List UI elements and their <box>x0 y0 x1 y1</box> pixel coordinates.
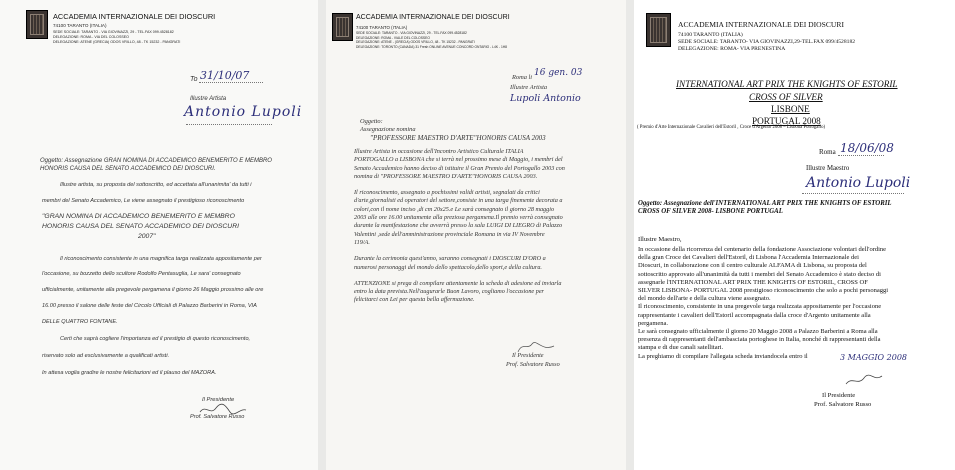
org-header-lines: SEDE SOCIALE: TARANTO - VIA GIOVINAZZI, 29 - TEL.FAX 099.4528182 DELEGAZIONE: ROMA - VIALE DEL COLOSSEO DELEGAZIONE: ATENE - (GRECIA) ODOS VRILLO, 48 - TK 15232 - PANGRATI DELEGAZIONE: TORONTO (CANADA) 31 Fresh ONLINE AVENUE CONCORD ONTARIO - L4K - 1H8 <box>356 31 508 49</box>
body-line: DELLE QUATTRO FONTANE. <box>42 319 118 325</box>
salutation: Illustre Maestro, <box>638 236 682 243</box>
subject-title: "PROFESSORE MAESTRO D'ARTE"HONORIS CAUSA 2003 <box>370 134 546 142</box>
sign-name: Prof. Salvatore Russo <box>814 401 872 408</box>
subject-line: Assegnazione nomina <box>360 126 416 133</box>
handwritten-deadline: 3 MAGGIO 2008 <box>840 353 908 362</box>
page-gap <box>626 0 634 470</box>
letter-page-3 <box>634 0 955 470</box>
letter-page-1 <box>0 0 318 470</box>
dioscuri-logo-icon <box>646 13 671 47</box>
name-line <box>186 124 272 125</box>
org-title: ACCADEMIA INTERNAZIONALE DEI DIOSCURI <box>678 20 844 29</box>
letter-body: Illustre Artista in occasione dell'Incontro Artistico Culturale ITALIA PORTOGALLO a LISBONA che si terrà nel prossimo mese di Maggio, i membri del Senato Accademico hanno deciso di istituire il Gran Premio del Portogallo 2003 con nomina di "PROFESSORE MAESTRO D'ARTE"HONORIS CAUSA 2003. Il riconoscimento, assegnato a pochissimi validi artisti, segnalati da critici d'arte,giornalisti ed operatori del settore,consiste in una targa finemente decorata a colori,con il nome inciso ,di cm 20x25.e Le sarà consegnato il giorno 28 maggio 2003 alle ore 16.00 unitamente alla preziosa pergamena.Il premio verrà consegnato durante la manifestazione che avverrà presso la sala LUIGI DI LIEGRO di Palazzo Valentini ,sede dell'amministrazione provinciale Romana in via IV Novembre 119/A. Durante la cerimonia quest'anno, saranno consegnati i DIOSCURI D'ORO a numerosi personaggi del mondo dello spettacolo,dello sport,e della cultura. ATTENZIONE si prega di compilare attentamente la scheda di adesione ed inviarla entro la data prevista.Nell'augurarle Buon Lavoro, cogliamo l'occasione per felicitarci con Lei per questa bella affermazione. <box>354 148 565 304</box>
prize-title-line: LISBONE <box>771 104 810 114</box>
org-title: ACCADEMIA INTERNAZIONALE DEI DIOSCURI <box>53 12 216 21</box>
prize-title-line: CROSS OF SILVER <box>749 92 823 102</box>
subject: Oggetto: Assegnazione dell'INTERNATIONAL ART PRIX THE KNIGHTS OF ESTORIL CROSS OF SILVER 2008- LISBONE PORTUGAL <box>638 200 892 215</box>
handwritten-date: 31/10/07 <box>200 69 250 82</box>
recipient-label: Illustre Maestro <box>806 165 850 172</box>
body-line: In attesa voglia gradire le nostre felicitazioni ed il plauso del MAZORA. <box>42 370 217 376</box>
org-header-lines: SEDE SOCIALE: TARANTO - VIA GIOVINAZZI, 29 - TEL.FAX 099.4528182 DELEGAZIONE: ROMA - VIA DEL COLOSSEO DELEGAZIONE: ATENE (GRECIA) ODOS VRILLO, 48 - TK 15232 - PANGRATI <box>53 30 181 44</box>
prize-title-line: INTERNATIONAL ART PRIX THE KNIGHTS OF ESTORIL <box>676 79 898 89</box>
body-line: Illustre artista, su proposta del sottoscritto, ed accettata all'unanimita' da tutti i <box>60 182 252 188</box>
body-line: ufficialmente, unitamente alla pregevole pergamena il giorno 26 Maggio prossimo alle ore <box>42 287 264 293</box>
signature-icon <box>844 372 884 388</box>
recipient-label: Illustre Artista <box>510 84 548 91</box>
name-line <box>802 193 904 194</box>
org-city: 74100 TARANTO (ITALIA) <box>356 25 408 30</box>
letter-page-2 <box>326 0 626 470</box>
prize-title-line: PORTUGAL 2008 <box>752 116 821 126</box>
sign-name: Prof. Salvatore Russo <box>190 414 245 420</box>
signature-icon <box>516 340 556 354</box>
subject: Oggetto: Assegnazione GRAN NOMINA DI ACCADEMICO BENEMERITO E MEMBRO HONORIS CAUSA DEL SENATO ACCADEMICO DEI DIOSCURI. <box>40 158 272 172</box>
to-prefix: To <box>190 76 198 83</box>
date-line <box>199 82 263 83</box>
sign-name: Prof. Salvatore Russo <box>506 361 560 368</box>
handwritten-recipient-name: Antonio Lupoli <box>184 104 303 120</box>
body-line: Il riconoscimento consistente in una magnifica targa realizzata appositamente per <box>60 256 262 262</box>
body-line: membri del Senato Accademico, Le viene assegnato il prestigioso riconoscimento <box>42 198 245 204</box>
sign-title: Il Presidente <box>202 397 235 403</box>
date-line <box>838 155 884 156</box>
sign-title: Il Presidente <box>822 392 856 399</box>
letter-body: In occasione della ricorrenza del centenario della fondazione Associazione volontari dell'ordine della gran Croce dei Cavalieri dell'Estoril, di Lisbona l'Accademia Internazionale dei Dioscuri, in collaborazione con il centro culturale ALFAMA di Lisbona, su proposta del sottoscritto approvato all'unanimità da tutti i membri del Senato Accademico è stato deciso di assegnarle l'INTERNATIONAL ART PRIX THE KNIGHTS OF ESTORIL, CROSS OF SILVER LISBONA- PORTUGAL 2008 prestigioso riconoscimento che solo a pochi personaggi del mondo dell'arte e della cultura viene assegnato. Il riconoscimento, consistente in una pregevole targa realizzata appositamente per l'occasione rappresentante i cavalieri dell'Estoril accompagnata dalla croce d'Argento unitamente alla pergamena. Le sarà consegnato ufficialmente il giorno 20 Maggio 2008 a Palazzo Barberini a Roma alla presenza di rappresentanti dell'ambasciata portoghese in Italia, nonché di rappresentanti della stampa e di due canali satellitari. La preghiamo di compilare l'allegata scheda inviandocela entro il <box>638 246 889 360</box>
subject-label: Oggetto: <box>360 118 383 125</box>
sign-title: Il Presidente <box>512 352 544 359</box>
body-line: Certi che saprà cogliere l'importanza ed il prestigio di questo riconoscimento, <box>60 336 251 342</box>
handwritten-date: 18/06/08 <box>840 141 894 155</box>
org-title: ACCADEMIA INTERNAZIONALE DEI DIOSCURI <box>356 14 510 21</box>
dioscuri-logo-icon <box>26 10 48 39</box>
award-title: "GRAN NOMINA DI ACCADEMICO BENEMERITO E MEMBRO HONORIS CAUSA DEL SENATO ACCADEMICO DEI DIOSCURI 2007" <box>42 213 240 240</box>
org-header-lines: 74100 TARANTO (ITALIA) SEDE SOCIALE: TARANTO- VIA GIOVINAZZI,29-TEL.FAX 099/4528182 DELEGAZIONE: ROMA- VIA PRENESTINA <box>678 32 856 52</box>
body-line: riservato solo ad esclusivamente a qualificati artisti. <box>42 353 170 359</box>
page-gap <box>318 0 326 470</box>
body-line: 16.00 presso il salone delle feste del Circolo Ufficiali di Palazzo Barberini in Roma, VIA <box>42 303 257 309</box>
body-line: l'occasione, su bozzetto dello scultore Rodolfo Pentasuglia, Le sara' consegnato <box>42 271 241 277</box>
dioscuri-logo-icon <box>332 13 353 41</box>
place-prefix: Roma <box>819 148 836 156</box>
handwritten-recipient-name: Lupoli Antonio <box>510 93 581 104</box>
recipient-label: Illustre Artista <box>190 96 227 102</box>
org-city: 74100 TARANTO (ITALIA) <box>53 23 107 28</box>
handwritten-recipient-name: Antonio Lupoli <box>806 175 911 191</box>
place-prefix: Roma li <box>512 74 533 81</box>
handwritten-date: 16 gen. 03 <box>534 68 583 78</box>
prize-subtitle: ( Premio d'Arte Internazionale Cavalieri dell'Estoril , Croce d'Argento 2008 – Lisbona Portogallo) <box>637 125 826 130</box>
